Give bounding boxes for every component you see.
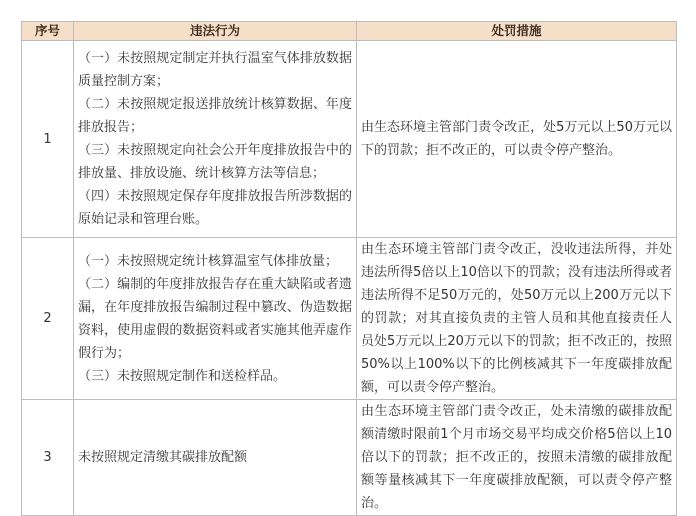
header-row [22, 22, 677, 41]
violation-item: （一）未按照规定统计核算温室气体排放量； [78, 253, 339, 269]
violation-item: （二）编制的年度排放报告存在重大缺陷或者遗漏，在年度排放报告编制过程中篡改、伪造数据资料，使用虚假的数据资料或者实施其他弄虚作假行为； [78, 276, 352, 361]
header-serial-no: 序号 [22, 22, 74, 41]
violation-item: 未按照规定清缴其碳排放配额 [78, 450, 248, 465]
row-serial-no: 3 [22, 400, 74, 516]
row-violations [74, 400, 357, 516]
table-row [22, 400, 677, 516]
row-serial-no: 2 [22, 238, 74, 400]
row-violations [74, 238, 357, 400]
table-row [22, 41, 677, 238]
table-row [22, 238, 677, 400]
violation-item: （四）未按照规定保存年度排放报告所涉数据的原始记录和管理台账。 [78, 189, 352, 227]
violation-item: （一）未按照规定制定并执行温室气体排放数据质量控制方案； [78, 51, 352, 89]
violation-item: （三）未按照规定向社会公开年度排放报告中的排放量、排放设施、统计核算方法等信息； [78, 143, 352, 181]
header-penalty: 处罚措施 [357, 22, 677, 41]
row-violations [74, 41, 357, 238]
row-penalty: 由生态环境主管部门责令改正，没收违法所得，并处违法所得5倍以上10倍以下的罚款；没有违法所得或者违法所得不足50万元的，处50万元以上200万元以下的罚款；对其直接负责的主管人员和其他直接责任人员处5万元以上20万元以下的罚款；拒不改正的，按照50%以上100%以下的比例核减其下一年度碳排放配额，可以责令停产整治。 [357, 238, 677, 400]
row-serial-no: 1 [22, 41, 74, 238]
header-violation: 违法行为 [74, 22, 357, 41]
penalty-table [21, 21, 677, 516]
row-penalty: 由生态环境主管部门责令改正，处未清缴的碳排放配额清缴时限前1个月市场交易平均成交价格5倍以上10倍以下的罚款；拒不改正的，按照未清缴的碳排放配额等量核减其下一年度碳排放配额，可以责令停产整治。 [357, 400, 677, 516]
violation-item: （三）未按照规定制作和送检样品。 [78, 368, 287, 384]
violation-item: （二）未按照规定报送排放统计核算数据、年度排放报告； [78, 97, 352, 135]
row-penalty: 由生态环境主管部门责令改正，处5万元以上50万元以下的罚款；拒不改正的，可以责令停产整治。 [357, 41, 677, 238]
